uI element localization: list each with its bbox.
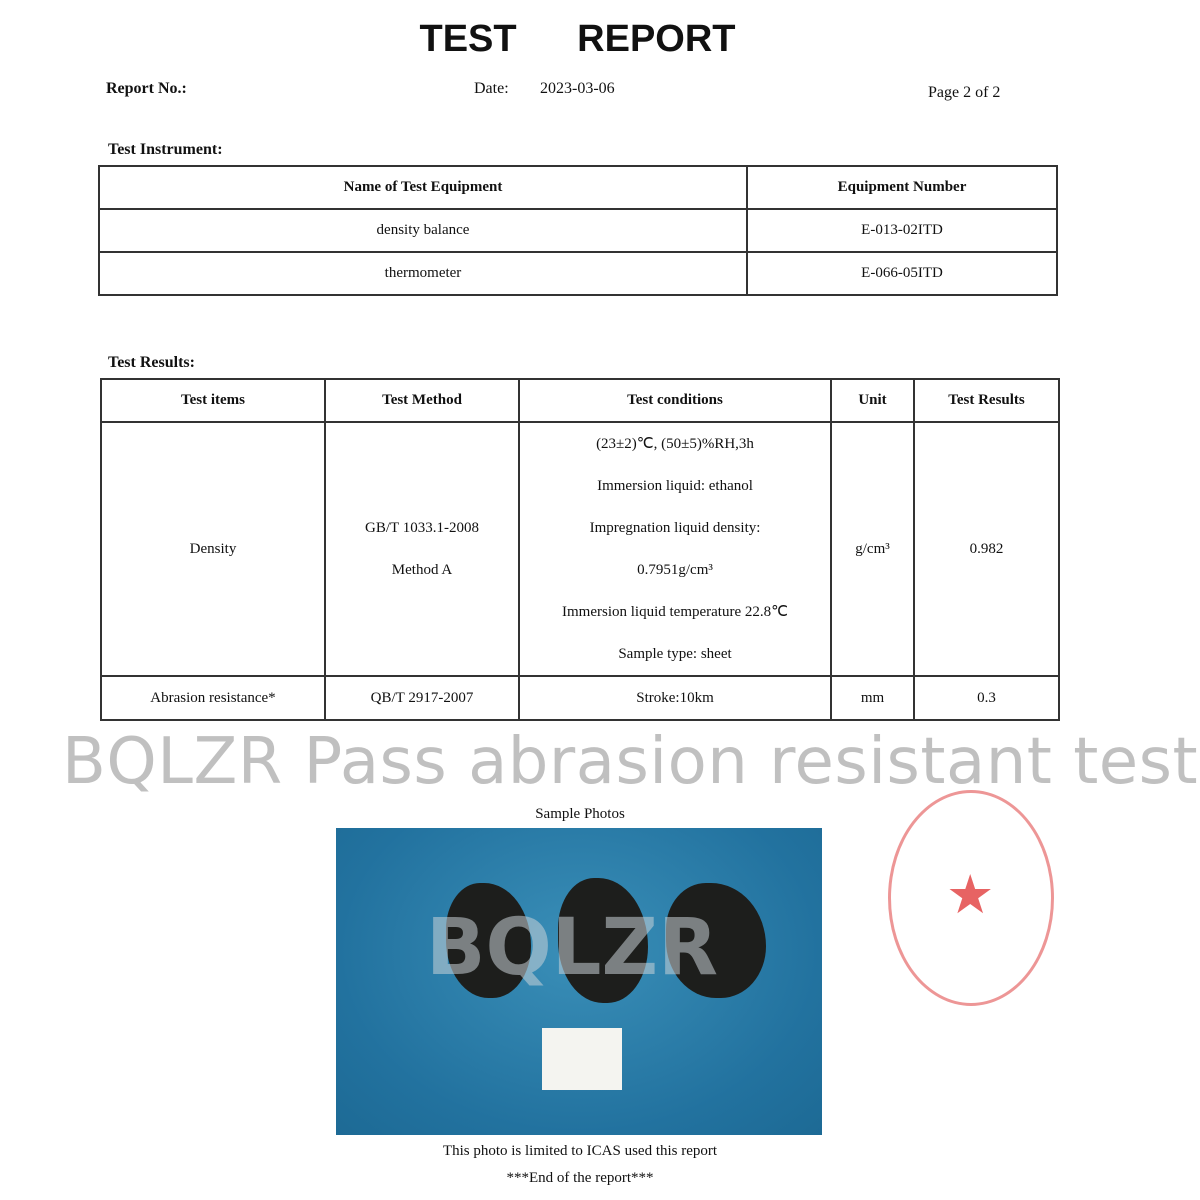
table-row-abrasion — [101, 676, 1059, 720]
test-item: Abrasion resistance* — [101, 676, 325, 720]
condition-line: 0.7951g/cm³ — [637, 562, 713, 578]
col-header: Test Results — [914, 379, 1059, 422]
col-header: Unit — [831, 379, 914, 422]
unit: g/cm³ — [831, 422, 914, 676]
equipment-name: thermometer — [99, 252, 747, 295]
unit: mm — [831, 676, 914, 720]
photo-watermark: BQLZR — [426, 903, 719, 993]
watermark-text: BQLZR Pass abrasion resistant test — [62, 725, 1199, 799]
table-row — [99, 252, 1057, 295]
end-of-report: ***End of the report*** — [506, 1170, 654, 1186]
star-icon: ★ — [946, 865, 995, 925]
page-number: Page 2 of 2 — [928, 84, 1001, 101]
test-method: QB/T 2917-2007 — [325, 676, 519, 720]
test-conditions — [519, 422, 831, 676]
photo-note: This photo is limited to ICAS used this report — [442, 1143, 718, 1159]
test-conditions: Stroke:10km — [519, 676, 831, 720]
date-label: Date: — [474, 80, 509, 97]
report-title: TEST REPORT — [419, 18, 736, 60]
test-result: 0.3 — [914, 676, 1059, 720]
date-value: 2023-03-06 — [540, 80, 615, 97]
condition-line: Impregnation liquid density: — [589, 520, 761, 536]
equipment-number: E-066-05ITD — [747, 252, 1057, 295]
col-header: Test conditions — [519, 379, 831, 422]
sample-label — [542, 1028, 622, 1090]
instrument-table — [98, 165, 1058, 296]
col-header: Name of Test Equipment — [99, 166, 747, 209]
instrument-heading: Test Instrument: — [108, 141, 223, 158]
test-method — [325, 422, 519, 676]
photo-caption: Sample Photos — [535, 806, 625, 822]
condition-line: Immersion liquid temperature 22.8℃ — [562, 604, 788, 620]
col-header: Equipment Number — [747, 166, 1057, 209]
results-heading: Test Results: — [108, 354, 195, 371]
report-no-label: Report No.: — [106, 80, 187, 97]
col-header: Test items — [101, 379, 325, 422]
test-item: Density — [101, 422, 325, 676]
method-variant: Method A — [391, 562, 453, 578]
condition-line: Sample type: sheet — [618, 646, 732, 662]
table-row-density — [101, 422, 1059, 676]
table-row — [99, 209, 1057, 252]
equipment-name: density balance — [99, 209, 747, 252]
method-standard: GB/T 1033.1-2008 — [365, 520, 479, 536]
condition-line: (23±2)℃, (50±5)%RH,3h — [596, 436, 754, 452]
equipment-number: E-013-02ITD — [747, 209, 1057, 252]
condition-line: Immersion liquid: ethanol — [597, 478, 753, 494]
official-seal-stamp — [888, 790, 1054, 1006]
results-table — [100, 378, 1060, 721]
test-result: 0.982 — [914, 422, 1059, 676]
col-header: Test Method — [325, 379, 519, 422]
sample-photo — [336, 828, 822, 1135]
